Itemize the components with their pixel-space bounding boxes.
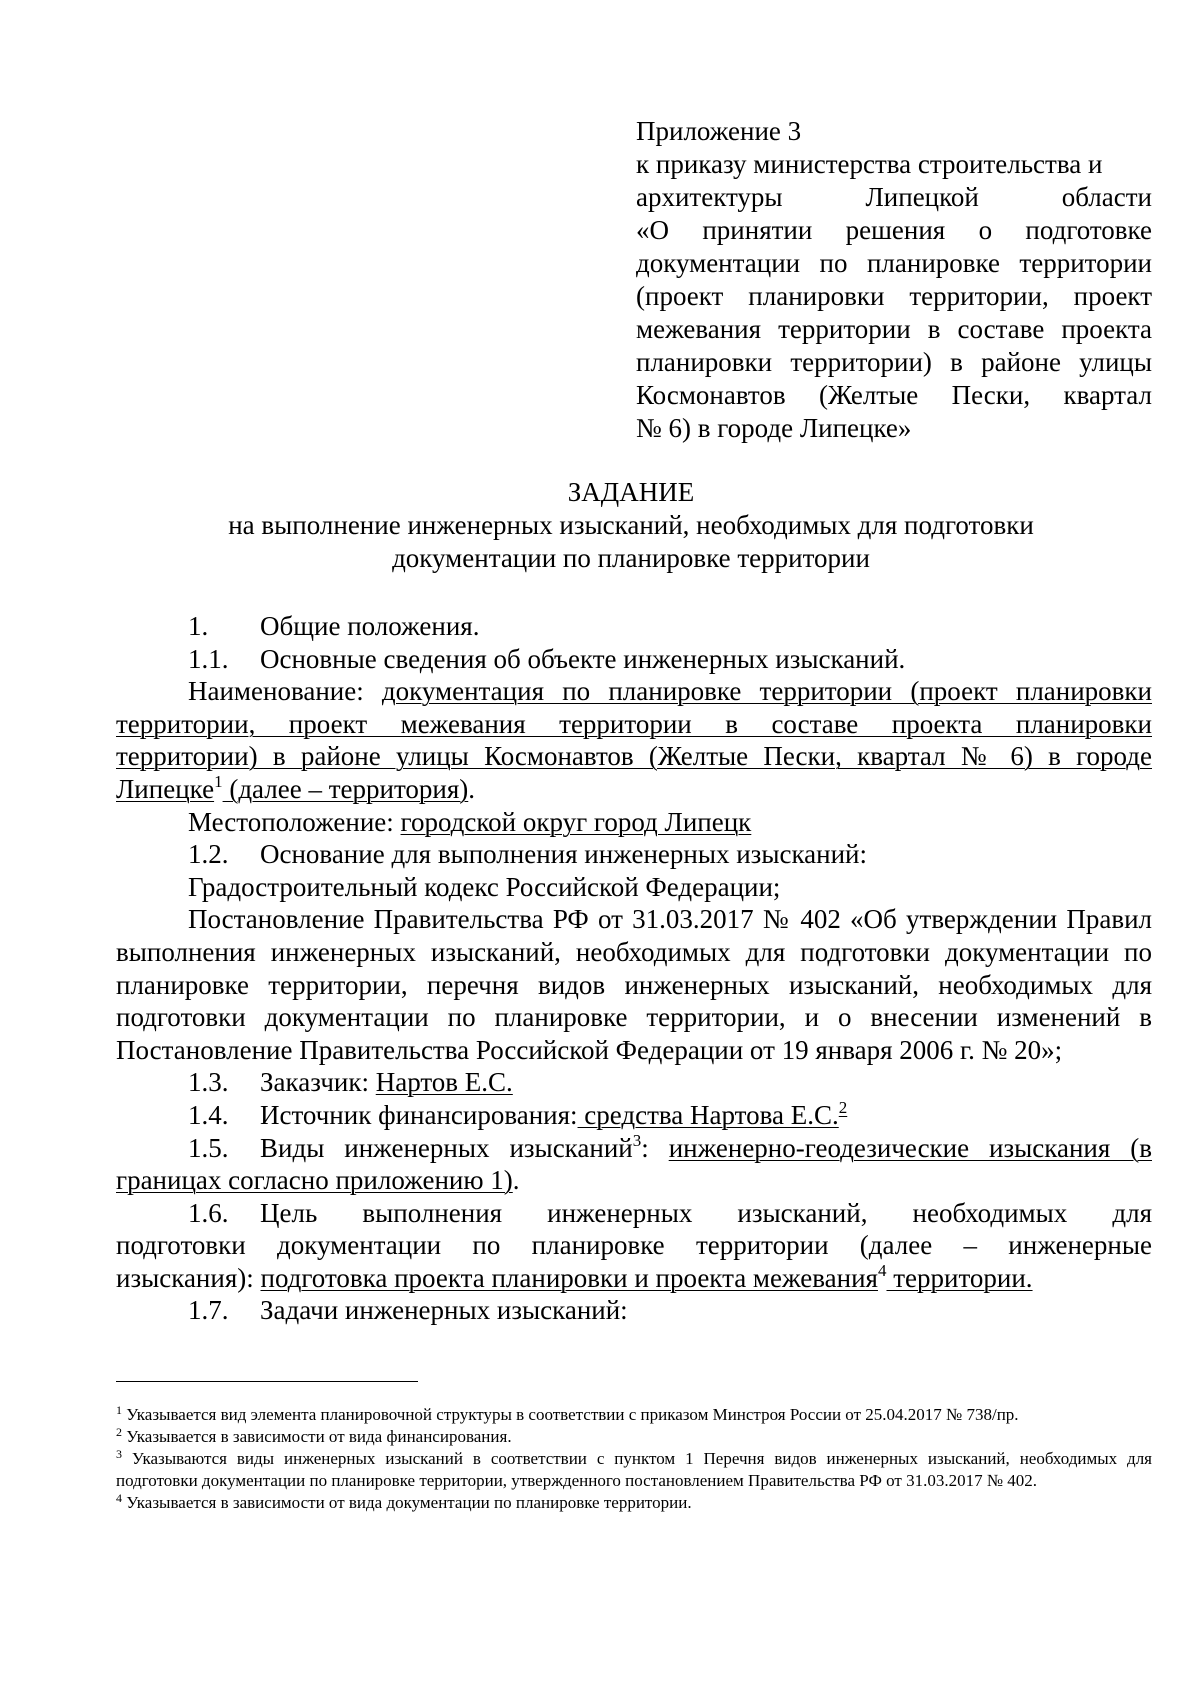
footnote-separator [116, 1381, 418, 1382]
appendix-line: Космонавтов (Желтые Пески, квартал [636, 380, 1152, 410]
footnote-text: Указывается в зависимости от вида документации по планировке территории. [122, 1493, 692, 1512]
footnotes [116, 1404, 1152, 1514]
funding-value: средства Нартова Е.С. [577, 1099, 839, 1130]
object-name-line [116, 708, 1152, 741]
basis-item: Градостроительный кодекс Российской Федерации; [188, 871, 781, 902]
location-line [116, 806, 1152, 839]
appendix-reference [636, 115, 1152, 445]
section-number: 1.1. [188, 643, 229, 674]
object-name-value: территории, проект межевания территории в составе проекта планировки [116, 708, 1152, 739]
section-1-5 [116, 1132, 1152, 1165]
title-heading: ЗАДАНИЕ [567, 477, 695, 507]
goal-value: территории. [886, 1262, 1033, 1293]
footnote [116, 1492, 1152, 1514]
survey-types-value: инженерно-геодезические изыскания (в [668, 1132, 1152, 1163]
punctuation: : [641, 1132, 669, 1163]
basis-item: Постановление Правительства РФ от 31.03.2017 № 402 «Об утверждении Правил выполнения инженерных изысканий, необходимых для подготовки документации по планировке территории, перечня видов инженерных изысканий, необходимых для подготовки документации по планировке территории, и о внесении изменений в Постановление Правительства Российской Федерации от 19 января 2006 г. № 20»; [116, 904, 1152, 1065]
appendix-line: Приложение 3 [636, 116, 802, 146]
punctuation: . [512, 1165, 520, 1196]
appendix-line: «О принятии решения о подготовке [636, 215, 1152, 245]
section-1-4 [116, 1099, 1152, 1132]
goal-value: подготовка проекта планировки и проекта межевания [260, 1262, 878, 1293]
appendix-line: документации по планировке территории [636, 248, 1152, 278]
object-name-value: территории) в районе улицы Космонавтов (Желтые Пески, квартал № 6) в городе [116, 741, 1152, 772]
title-subtitle: документации по планировке территории [392, 543, 870, 573]
section-1 [116, 610, 1152, 643]
section-1-7 [116, 1294, 1152, 1327]
section-number: 1.7. [188, 1295, 229, 1326]
object-name-value: (далее – территория) [222, 773, 469, 804]
section-number: 1.4. [188, 1099, 229, 1130]
customer-label: Заказчик: [260, 1067, 376, 1098]
object-name-label: Наименование: [188, 676, 382, 707]
section-text: Задачи инженерных изысканий: [260, 1295, 628, 1326]
footnote [116, 1404, 1152, 1426]
footnote-mark: 3 [116, 1447, 122, 1461]
goal-text: Цель выполнения инженерных изысканий, необходимых для [260, 1197, 1152, 1228]
appendix-line: планировки территории) в районе улицы [636, 347, 1152, 377]
appendix-line: № 6) в городе Липецке» [636, 413, 912, 443]
object-name-value: Липецке [116, 773, 215, 804]
footnote-text: Указываются виды инженерных изысканий в соответствии с пунктом 1 Перечня видов инженерных изысканий, необходимых для подготовки документации по планировке территории, утвержденного постановлением Правительства РФ от 31.03.2017 № 402. [116, 1449, 1152, 1490]
footnote [116, 1426, 1152, 1448]
location-label: Местоположение: [188, 806, 401, 837]
document-title [110, 476, 1152, 575]
object-name-value: документация по планировке территории (проект планировки [381, 676, 1152, 707]
appendix-line: межевания территории в составе проекта [636, 314, 1152, 344]
section-number: 1.6. [188, 1197, 229, 1228]
section-number: 1.5. [188, 1132, 229, 1163]
punctuation: . [468, 773, 476, 804]
footnote [116, 1448, 1152, 1492]
document-body [116, 610, 1152, 1327]
footnote-mark: 2 [116, 1425, 122, 1439]
object-name-line [116, 773, 1152, 806]
location-value: городской округ город Липецк [400, 806, 752, 837]
footnote-ref[interactable]: 2 [838, 1097, 848, 1117]
footnote-text: Указывается вид элемента планировочной структуры в соответствии с приказом Минстроя России от 25.04.2017 № 738/пр. [122, 1405, 1019, 1424]
object-name-line [116, 740, 1152, 773]
section-1-2 [116, 838, 1152, 871]
section-1-6 [116, 1197, 1152, 1230]
section-1-6-cont: подготовки документации по планировке территории (далее – инженерные [116, 1230, 1152, 1261]
title-subtitle: на выполнение инженерных изысканий, необходимых для подготовки [228, 510, 1034, 540]
section-number: 1.3. [188, 1067, 229, 1098]
section-1-3 [116, 1066, 1152, 1099]
goal-label: изыскания): [116, 1262, 261, 1293]
appendix-line: архитектуры Липецкой области [636, 182, 1152, 212]
section-1-1 [116, 643, 1152, 676]
section-text: Основные сведения об объекте инженерных изысканий. [260, 643, 906, 674]
section-number: 1.2. [188, 839, 229, 870]
footnote-mark: 1 [116, 1403, 122, 1417]
footnote-ref[interactable]: 4 [877, 1260, 887, 1280]
survey-types-value: границах согласно приложению 1) [116, 1165, 513, 1196]
appendix-line: (проект планировки территории, проект [636, 281, 1152, 311]
survey-types-label: Виды инженерных изысканий [260, 1132, 633, 1163]
funding-label: Источник финансирования: [260, 1099, 578, 1130]
customer-value: Нартов Е.С. [375, 1067, 513, 1098]
footnote-text: Указывается в зависимости от вида финансирования. [122, 1427, 512, 1446]
appendix-line: к приказу министерства строительства и [636, 149, 1103, 179]
section-1-5-cont [116, 1164, 1152, 1197]
footnote-ref[interactable]: 1 [214, 771, 223, 791]
section-number: 1. [188, 611, 209, 641]
section-text: Общие положения. [260, 611, 480, 641]
section-1-6-cont [116, 1262, 1152, 1295]
footnote-mark: 4 [116, 1491, 122, 1505]
object-name-line [116, 675, 1152, 708]
footnote-ref[interactable]: 3 [632, 1130, 642, 1150]
section-text: Основание для выполнения инженерных изысканий: [260, 839, 868, 870]
